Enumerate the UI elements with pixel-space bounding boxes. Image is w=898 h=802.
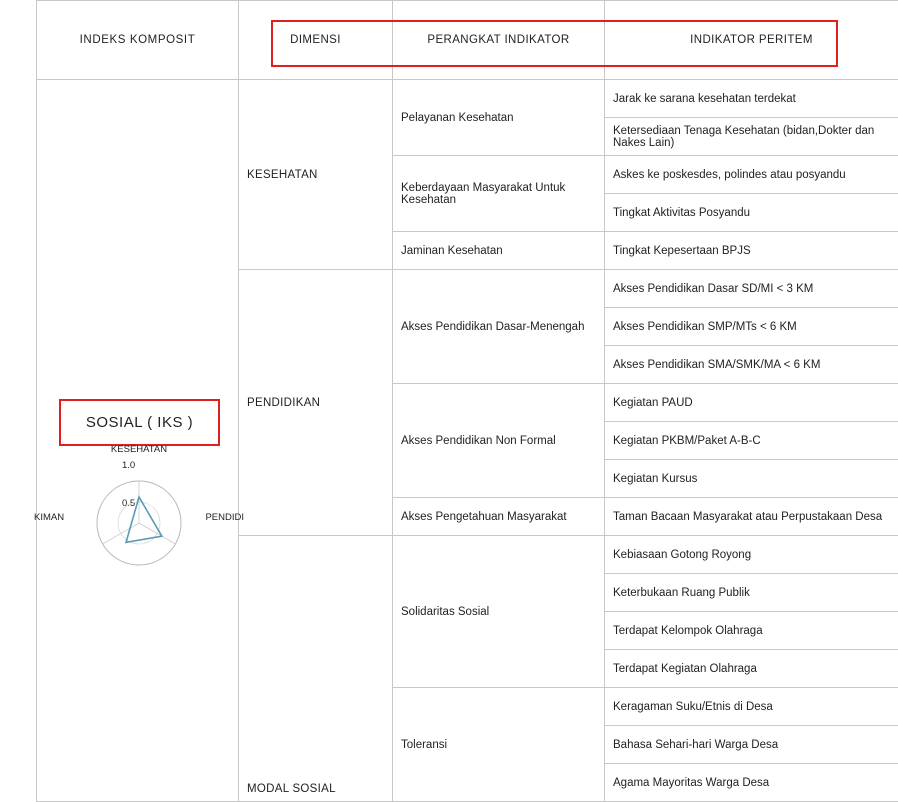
header-indikator-peritem: INDIKATOR PERITEM: [605, 1, 898, 80]
perangkat-akses-pendidikan-non-formal: Akses Pendidikan Non Formal: [393, 384, 605, 498]
radar-tick-0-5: 0.5: [122, 498, 135, 509]
radar-axis-label-kiman: KIMAN: [34, 512, 64, 523]
indikator-item: Kebiasaan Gotong Royong: [605, 536, 898, 574]
indikator-item: Akses Pendidikan SMA/SMK/MA < 6 KM: [605, 346, 898, 384]
table-row: [37, 80, 898, 118]
dimensi-kesehatan: KESEHATAN: [239, 80, 393, 270]
radar-spoke-pendidikan: [139, 523, 175, 544]
indikator-item: Keragaman Suku/Etnis di Desa: [605, 688, 898, 726]
header-indeks-komposit: INDEKS KOMPOSIT: [37, 1, 239, 80]
indikator-item: Kegiatan PKBM/Paket A-B-C: [605, 422, 898, 460]
perangkat-akses-pengetahuan-masyarakat: Akses Pengetahuan Masyarakat: [393, 498, 605, 536]
perangkat-jaminan-kesehatan: Jaminan Kesehatan: [393, 232, 605, 270]
header-dimensi: DIMENSI: [239, 1, 393, 80]
radar-axis-label-kesehatan: KESEHATAN: [111, 444, 167, 455]
radar-axis-label-pendidikan: PENDIDI: [205, 512, 244, 523]
perangkat-solidaritas-sosial: Solidaritas Sosial: [393, 536, 605, 688]
indikator-item: Kegiatan PAUD: [605, 384, 898, 422]
table-header: [37, 1, 898, 80]
indikator-item: Terdapat Kegiatan Olahraga: [605, 650, 898, 688]
indikator-item: Tingkat Aktivitas Posyandu: [605, 194, 898, 232]
perangkat-keberdayaan-masyarakat: Keberdayaan Masyarakat Untuk Kesehatan: [393, 156, 605, 232]
indikator-item: Bahasa Sehari-hari Warga Desa: [605, 726, 898, 764]
composite-label-box: [59, 399, 220, 446]
indikator-item: Ketersediaan Tenaga Kesehatan (bidan,Dokter dan Nakes Lain): [605, 118, 898, 156]
radar-chart: [34, 440, 244, 575]
indikator-item: Askes ke poskesdes, polindes atau posyandu: [605, 156, 898, 194]
perangkat-akses-pendidikan-dasar-menengah: Akses Pendidikan Dasar-Menengah: [393, 270, 605, 384]
composite-label-text: SOSIAL ( IKS ): [86, 414, 193, 431]
radar-tick-1-0: 1.0: [122, 460, 135, 471]
indikator-item: Agama Mayoritas Warga Desa: [605, 764, 898, 802]
radar-chart-svg: [34, 440, 244, 575]
indikator-item: Kegiatan Kursus: [605, 460, 898, 498]
indikator-item: Keterbukaan Ruang Publik: [605, 574, 898, 612]
perangkat-pelayanan-kesehatan: Pelayanan Kesehatan: [393, 80, 605, 156]
table-header-row: [37, 1, 898, 80]
indikator-item: Terdapat Kelompok Olahraga: [605, 612, 898, 650]
perangkat-toleransi: Toleransi: [393, 688, 605, 802]
dimensi-pendidikan: PENDIDIKAN: [239, 270, 393, 536]
indikator-item: Akses Pendidikan SMP/MTs < 6 KM: [605, 308, 898, 346]
header-perangkat-indikator: PERANGKAT INDIKATOR: [393, 1, 605, 80]
indikator-item: Tingkat Kepesertaan BPJS: [605, 232, 898, 270]
indikator-item: Jarak ke sarana kesehatan terdekat: [605, 80, 898, 118]
indikator-item: Akses Pendidikan Dasar SD/MI < 3 KM: [605, 270, 898, 308]
dimensi-modal-sosial: MODAL SOSIAL: [239, 536, 393, 802]
indikator-item: Taman Bacaan Masyarakat atau Perpustakaan Desa: [605, 498, 898, 536]
